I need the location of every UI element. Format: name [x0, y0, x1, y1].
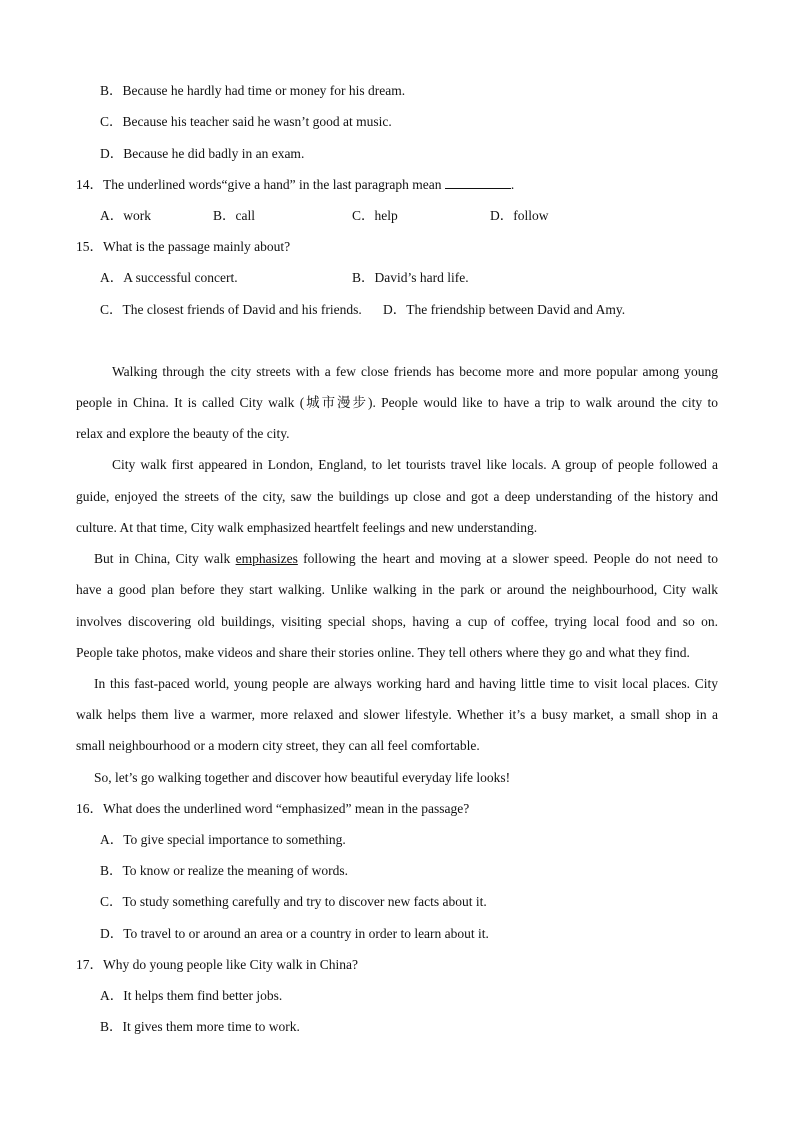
- q14-stem-end: .: [510, 177, 515, 192]
- q16-stem: 16．What does the underlined word “emphasized” mean in the passage?: [76, 801, 470, 816]
- q17-option-b: B．It gives them more time to work.: [100, 1019, 300, 1034]
- q16-option-c: C．To study something carefully and try to discover new facts about it.: [100, 894, 487, 909]
- passage-p3-line1-start: But in China, City walk: [94, 551, 231, 566]
- q15-option-b: B．David’s hard life.: [352, 270, 469, 285]
- q13-option-d: D．Because he did badly in an exam.: [100, 146, 305, 161]
- q13-option-b: B．Because he hardly had time or money for his dream.: [100, 83, 406, 98]
- q14-option-b: B．call: [213, 208, 255, 223]
- q17-option-a: A．It helps them find better jobs.: [100, 988, 283, 1003]
- passage-p4-line2: walk helps them live a warmer, more relaxed and slower lifestyle. Whether it’s a busy market, a small shop in a: [76, 707, 718, 722]
- q16-option-d: D．To travel to or around an area or a country in order to learn about it.: [100, 926, 489, 941]
- passage-p2-line2: guide, enjoyed the streets of the city, saw the buildings up close and got a deep understanding of the history and: [76, 489, 718, 504]
- q14-option-c: C．help: [352, 208, 398, 223]
- q16-option-a: A．To give special importance to something.: [100, 832, 346, 847]
- answer-blank: [445, 176, 511, 189]
- q15-option-c: C．The closest friends of David and his friends.: [100, 302, 362, 317]
- passage-p3-line4: People take photos, make videos and share their stories online. They tell others where they go and what they find.: [76, 645, 690, 660]
- passage-p3-line2: have a good plan before they start walking. Unlike walking in the park or around the neighbourhood, City walk: [76, 582, 718, 597]
- passage-p1-line1: Walking through the city streets with a few close friends has become more and more popular among young: [112, 364, 718, 379]
- passage-p2-line1: City walk first appeared in London, England, to let tourists travel like locals. A group of people followed a: [112, 457, 718, 472]
- passage-p5-line1: So, let’s go walking together and discover how beautiful everyday life looks!: [94, 770, 511, 785]
- passage-p3-line1: [94, 550, 718, 568]
- q17-stem: 17．Why do young people like City walk in China?: [76, 957, 358, 972]
- passage-p1-line3: relax and explore the beauty of the city.: [76, 426, 290, 441]
- underlined-word: emphasizes: [235, 551, 298, 566]
- passage-p2-line3: culture. At that time, City walk emphasized heartfelt feelings and new understanding.: [76, 520, 538, 535]
- passage-p4-line3: small neighbourhood or a modern city street, they can all feel comfortable.: [76, 738, 480, 753]
- q15-option-d: D．The friendship between David and Amy.: [383, 302, 626, 317]
- passage-p4-line1: In this fast-paced world, young people are always working hard and having little time to visit local places. City: [94, 676, 718, 691]
- q16-option-b: B．To know or realize the meaning of words.: [100, 863, 348, 878]
- q14-stem-text: 14．The underlined words“give a hand” in the last paragraph mean: [76, 177, 442, 192]
- q14-stem: [76, 176, 514, 194]
- passage-p1-line2: people in China. It is called City walk (城市漫步). People would like to have a trip to walk around the city to: [76, 395, 718, 410]
- q14-option-a: A．work: [100, 208, 151, 223]
- q13-option-c: C．Because his teacher said he wasn’t good at music.: [100, 114, 392, 129]
- passage-p3-line3: involves discovering old buildings, visiting special shops, having a cup of coffee, trying local food and so on.: [76, 614, 718, 629]
- q15-option-a: A．A successful concert.: [100, 270, 238, 285]
- q15-stem: 15．What is the passage mainly about?: [76, 239, 291, 254]
- q14-option-d: D．follow: [490, 208, 549, 223]
- passage-p3-line1-end: following the heart and moving at a slower speed. People do not need to: [303, 551, 718, 566]
